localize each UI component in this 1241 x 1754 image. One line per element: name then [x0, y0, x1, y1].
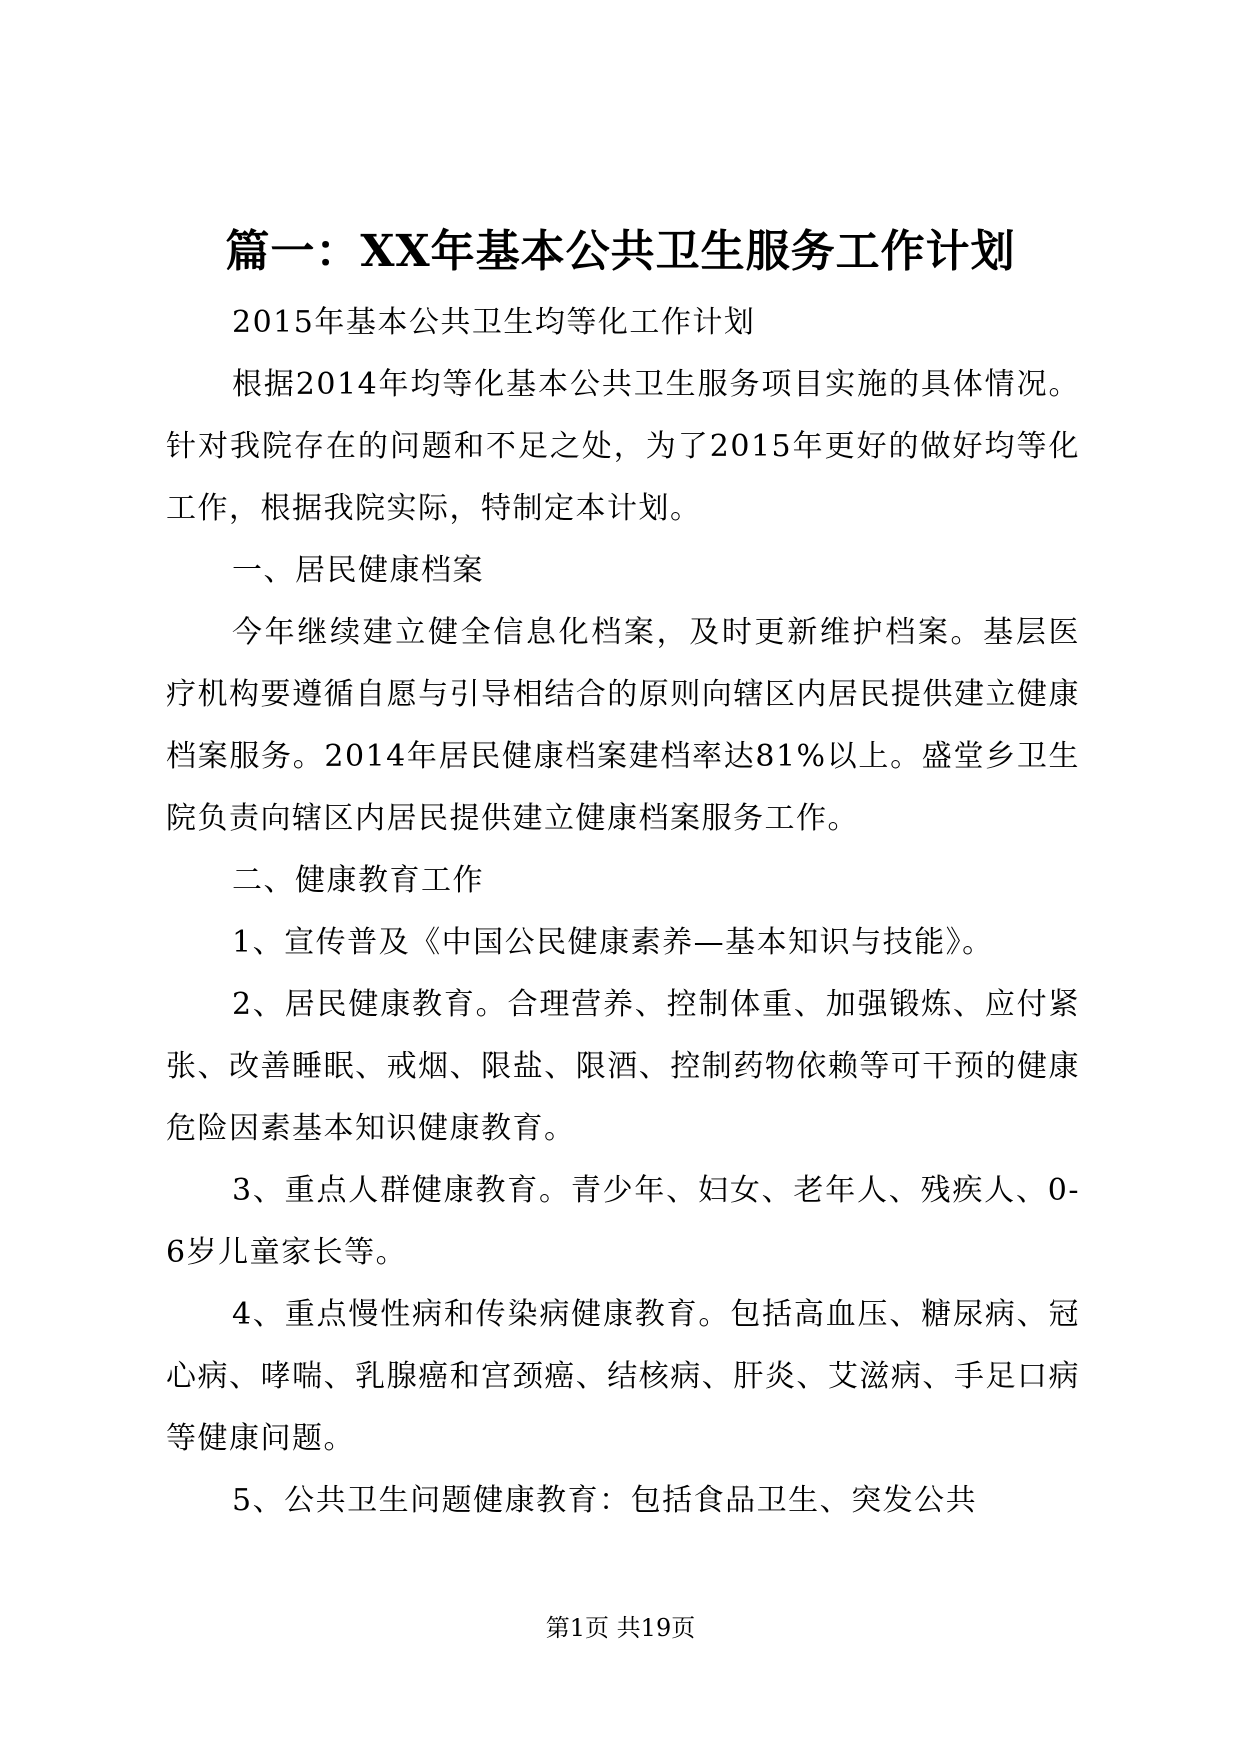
- paragraph: 2015年基本公共卫生均等化工作计划: [232, 305, 756, 340]
- paragraph: 根据2014年均等化基本公共卫生服务项目实施的具体情况。针对我院存在的问题和不足之处，为了2015年更好的做好均等化工作，根据我院实际，特制定本计划。: [166, 367, 1080, 526]
- list-item: 1、宣传普及《中国公民健康素养—基本知识与技能》。: [232, 925, 994, 960]
- list-item: 4、重点慢性病和传染病健康教育。包括高血压、糖尿病、冠心病、哮喘、乳腺癌和宫颈癌、结核病、肝炎、艾滋病、手足口病等健康问题。: [166, 1297, 1080, 1456]
- list-item: 2、居民健康教育。合理营养、控制体重、加强锻炼、应付紧张、改善睡眠、戒烟、限盐、限酒、控制药物依赖等可干预的健康危险因素基本知识健康教育。: [166, 987, 1080, 1146]
- paragraph: 今年继续建立健全信息化档案，及时更新维护档案。基层医疗机构要遵循自愿与引导相结合的原则向辖区内居民提供建立健康档案服务。2014年居民健康档案建档率达81%以上。盛堂乡卫生院负责向辖区内居民提供建立健康档案服务工作。: [166, 615, 1080, 836]
- page-number-footer: 第1页 共19页: [545, 1614, 696, 1642]
- section-heading: 一、居民健康档案: [232, 553, 484, 588]
- document-body: [166, 292, 1080, 1532]
- section-heading: 二、健康教育工作: [232, 863, 484, 898]
- list-item: 5、公共卫生问题健康教育：包括食品卫生、突发公共: [232, 1483, 978, 1518]
- list-item: 3、重点人群健康教育。青少年、妇女、老年人、残疾人、0-6岁儿童家长等。: [166, 1173, 1080, 1270]
- document-title: 篇一：XX年基本公共卫生服务工作计划: [225, 226, 1016, 277]
